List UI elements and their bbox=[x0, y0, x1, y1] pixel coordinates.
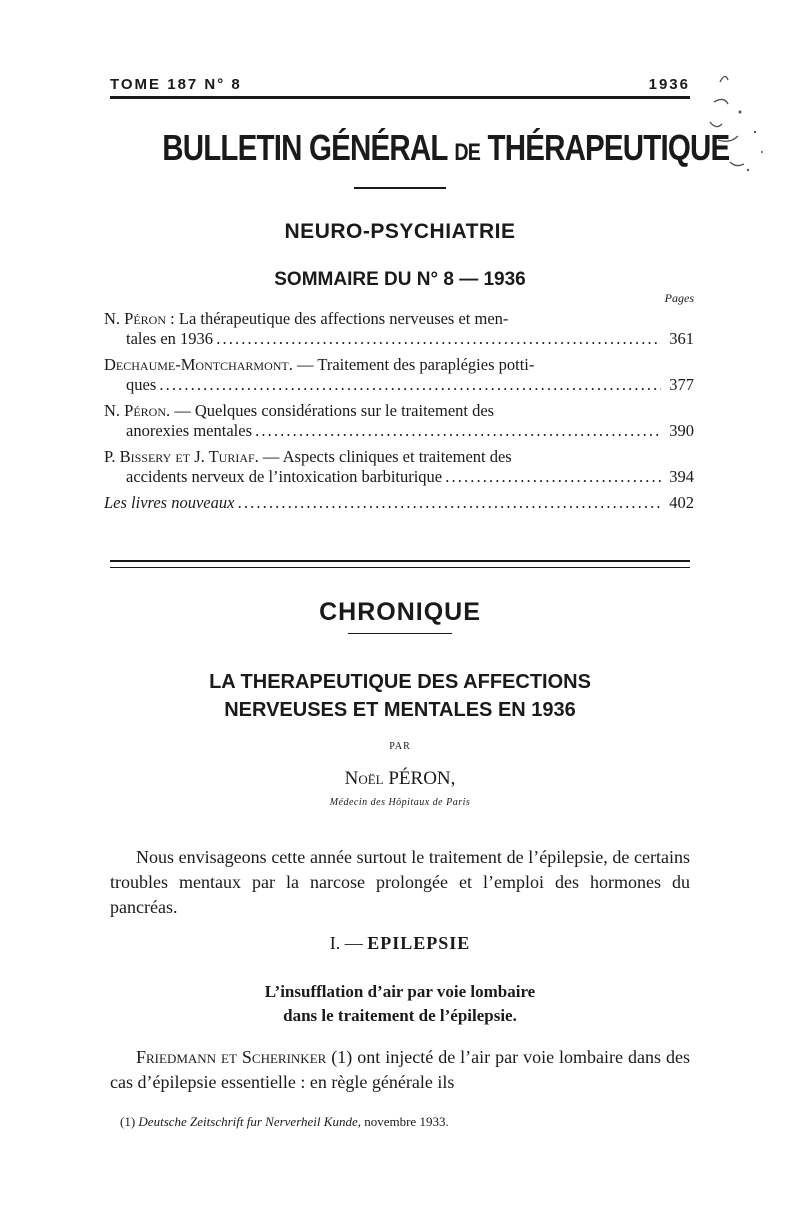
chronique-heading: CHRONIQUE bbox=[319, 598, 481, 626]
journal-title-de: DE bbox=[454, 139, 481, 166]
article-author bbox=[110, 768, 690, 790]
toc-author: N. Péron. bbox=[104, 401, 171, 420]
toc-page-number: 390 bbox=[669, 421, 694, 440]
subsection-heading bbox=[110, 980, 690, 1028]
toc-separator: — bbox=[170, 401, 195, 420]
byline-par: PAR bbox=[389, 741, 411, 752]
author-affiliation: Médecin des Hôpitaux de Paris bbox=[329, 797, 471, 808]
chronique-underline bbox=[348, 633, 452, 634]
toc-title-line1: Aspects cliniques et traitement des bbox=[282, 447, 512, 466]
subheading-line2: dans le traitement de l’épilepsie. bbox=[283, 1006, 517, 1025]
toc-page-number: 377 bbox=[669, 375, 694, 394]
journal-title bbox=[162, 127, 730, 169]
article-title-line2: NERVEUSES ET MENTALES EN 1936 bbox=[224, 699, 576, 721]
section-heading-epilepsie bbox=[110, 933, 690, 954]
toc-title-line2: ques bbox=[126, 375, 157, 394]
intro-paragraph: Nous envisageons cette année surtout le traitement de l’épilepsie, de certains troubles mentaux par la narcose prolongée et l’emploi des hormones du pancréas. bbox=[110, 847, 690, 917]
footnote-date: , novembre 1933. bbox=[357, 1114, 449, 1129]
toc-page-number: 394 bbox=[669, 467, 694, 486]
toc-author: N. Péron bbox=[104, 309, 167, 328]
toc-separator: : bbox=[166, 309, 179, 328]
volume-header bbox=[110, 76, 690, 99]
footnote-number: (1) bbox=[120, 1114, 139, 1129]
toc-entry bbox=[104, 309, 694, 349]
section-title: EPILEPSIE bbox=[367, 933, 471, 953]
toc-entry bbox=[104, 355, 694, 395]
toc-author: Dechaume-Montcharmont. bbox=[104, 355, 293, 374]
journal-title-part-2: THÉRAPEUTIQUE bbox=[480, 127, 730, 168]
toc-title-line2: anorexies mentales bbox=[126, 421, 252, 440]
author-first-name: Noël bbox=[344, 768, 384, 789]
toc-books-title: Les livres nouveaux bbox=[104, 493, 235, 512]
toc-separator: — bbox=[292, 355, 318, 374]
toc-author: P. Bissery et J. Turiaf. bbox=[104, 447, 259, 466]
toc-entry-books bbox=[104, 493, 694, 513]
section-divider bbox=[110, 560, 690, 568]
author-last-name: PÉRON, bbox=[388, 768, 456, 789]
footnote bbox=[120, 1114, 690, 1130]
toc-title-line2: tales en 1936 bbox=[126, 329, 214, 348]
pages-column-label: Pages bbox=[664, 291, 694, 305]
title-divider bbox=[354, 187, 446, 189]
section-heading: NEURO-PSYCHIATRIE bbox=[284, 220, 516, 243]
volume-number: TOME 187 N° 8 bbox=[110, 76, 242, 93]
journal-title-part-1: BULLETIN GÉNÉRAL bbox=[162, 127, 455, 168]
toc-title-line1: Quelques considérations sur le traitement des bbox=[194, 401, 495, 420]
body-paragraph bbox=[110, 1045, 690, 1095]
article-title-line1: LA THERAPEUTIQUE DES AFFECTIONS bbox=[209, 671, 591, 693]
subheading-line1: L’insufflation d’air par voie lombaire bbox=[264, 982, 536, 1001]
volume-year: 1936 bbox=[648, 76, 690, 93]
article-title bbox=[110, 668, 690, 724]
toc-title-line1: La thérapeutique des affections nerveuses et men- bbox=[178, 309, 509, 328]
toc-separator: — bbox=[258, 447, 283, 466]
sommaire-title: SOMMAIRE DU N° 8 — 1936 bbox=[274, 269, 526, 290]
para-authors: Friedmann et Scherinker bbox=[136, 1047, 327, 1067]
para-text: (1) ont injecté de l’air par voie lombaire dans des cas d’épilepsie essentielle : en règle générale ils bbox=[110, 1047, 690, 1092]
toc-title-line2: accidents nerveux de l’intoxication barbiturique bbox=[126, 467, 443, 486]
table-of-contents bbox=[104, 309, 694, 519]
toc-title-line1: Traitement des paraplégies potti- bbox=[317, 355, 535, 374]
toc-page-number: 361 bbox=[669, 329, 694, 348]
section-number: I. — bbox=[329, 933, 368, 953]
toc-page-number: 402 bbox=[669, 493, 694, 512]
footnote-source: Deutsche Zeitschrift fur Nerverheil Kunde bbox=[138, 1114, 358, 1129]
library-stamp-mark bbox=[700, 62, 780, 187]
toc-entry bbox=[104, 447, 694, 487]
toc-entry bbox=[104, 401, 694, 441]
